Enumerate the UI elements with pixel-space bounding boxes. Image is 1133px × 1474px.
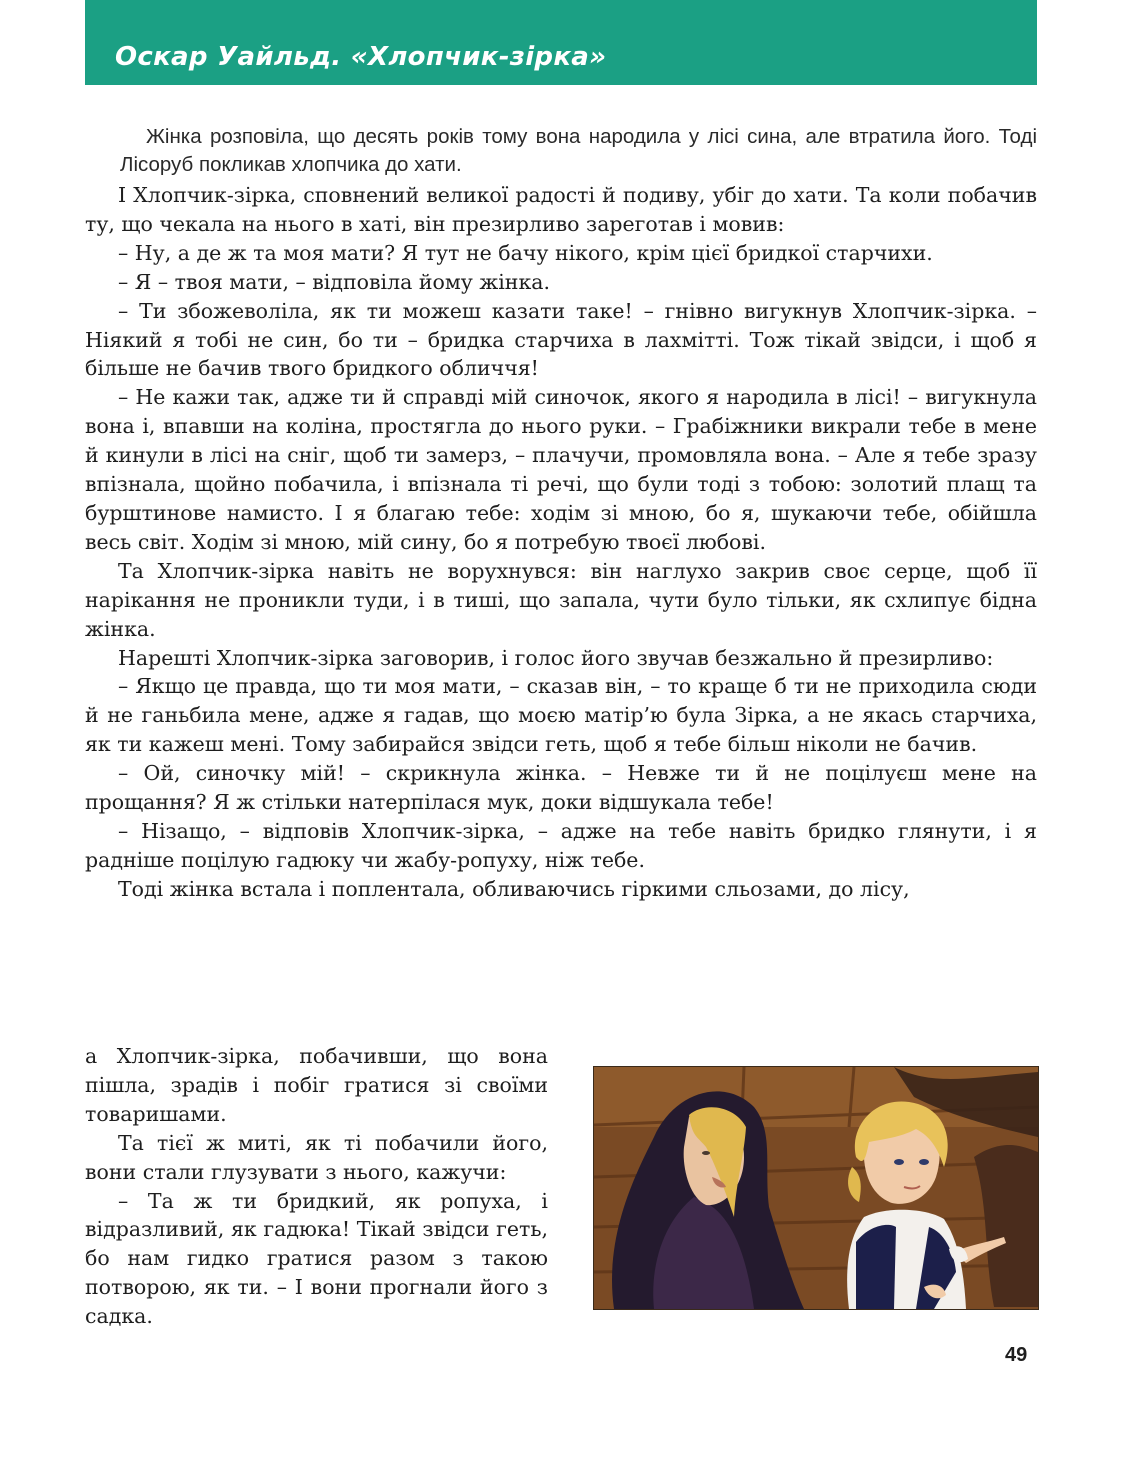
story-paragraph: – Я – твоя мати, – відповіла йому жінка. xyxy=(118,269,550,294)
story-paragraph: Нарешті Хлопчик-зірка заговорив, і голос його звучав безжально й презирливо: xyxy=(118,645,994,670)
intro-summary xyxy=(120,123,1037,179)
story-paragraph: – Не кажи так, адже ти й справді мій синочок, якого я народила в лісі! – вигукнула вона і, впавши на коліна, простягла до нього руки. – Грабіжники викрали тебе в мене й кинули в лісі на сніг, щоб ти замерз, – плачучи, промовляла вона. – Але я тебе зразу впізнала, щойно побачила, і впізнала ті речі, що були тоді з тобою: золотий плащ та бурштинове намисто. І я благаю тебе: ходім зі мною, бо я, шукаючи тебе, обійшла весь світ. Ходім зі мною, мій сину, бо я потребую твоєї любові. xyxy=(85,385,1037,554)
page-number: 49 xyxy=(1005,1344,1028,1366)
story-paragraph: – Якщо це правда, що ти моя мати, – сказав він, – то краще б ти не приходила сюди й не ганьбила мене, адже я гадав, що моєю матір’ю була Зірка, а не якась старчиха, як ти кажеш мені. Тому забирайся звідси геть, щоб я тебе більш ніколи не бачив. xyxy=(85,674,1037,757)
story-paragraph: – Ти збожеволіла, як ти можеш казати таке! – гнівно вигукнув Хлопчик-зірка. – Ніякий я тобі не син, бо ти – бридка старчиха в лахмітті. Тож тікай звідси, і щоб я більше не бачив твого бридкого обличчя! xyxy=(85,298,1037,381)
story-illustration xyxy=(593,1066,1039,1310)
story-paragraph: – Нізащо, – відповів Хлопчик-зірка, – адже на тебе навіть бридко глянути, і я радніше поцілую гадюку чи жабу-ропуху, ніж тебе. xyxy=(85,818,1037,872)
intro-paragraph: Жінка розповіла, що десять років тому вона народила у лісі сина, але втратила його. Тоді Лісоруб покликав хлопчика до хати. xyxy=(120,125,1037,176)
story-text-beside-image xyxy=(85,1042,548,1331)
chapter-title: Оскар Уайльд. «Хлопчик-зірка» xyxy=(115,42,607,72)
illustration-drawing xyxy=(594,1067,1038,1309)
story-paragraph: а Хлопчик-зірка, побачивши, що вона пішла, зрадів і побіг гратися зі своїми товаришами. xyxy=(85,1044,548,1126)
story-paragraph: Та тієї ж миті, як ті побачили його, вони стали глузувати з нього, кажучи: xyxy=(85,1130,548,1184)
story-paragraph: Та Хлопчик-зірка навіть не ворухнувся: він наглухо закрив своє серце, щоб її нарікання не проникли туди, і в тиші, що запала, чути було тільки, як схлипує бідна жінка. xyxy=(85,558,1037,641)
story-paragraph: – Ну, а де ж та моя мати? Я тут не бачу нікого, крім цієї бридкої старчихи. xyxy=(118,240,933,265)
story-paragraph: І Хлопчик-зірка, сповнений великої радості й подиву, убіг до хати. Та коли побачив ту, що чекала на нього в хаті, він презирливо зареготав і мовив: xyxy=(85,183,1037,236)
story-paragraph: – Та ж ти бридкий, як ропуха, і відразливий, як гадюка! Тікай звідси геть, бо нам гидко гратися разом з такою потворою, як ти. – І вони прогнали його з садка. xyxy=(85,1188,548,1329)
story-paragraph: Тоді жінка встала і поплентала, обливаючись гіркими сльозами, до лісу, xyxy=(118,876,910,901)
story-text xyxy=(85,181,1037,904)
story-paragraph: – Ой, синочку мій! – скрикнула жінка. – Невже ти й не поцілуєш мене на прощання? Я ж стільки натерпілася мук, доки відшукала тебе! xyxy=(85,761,1037,815)
